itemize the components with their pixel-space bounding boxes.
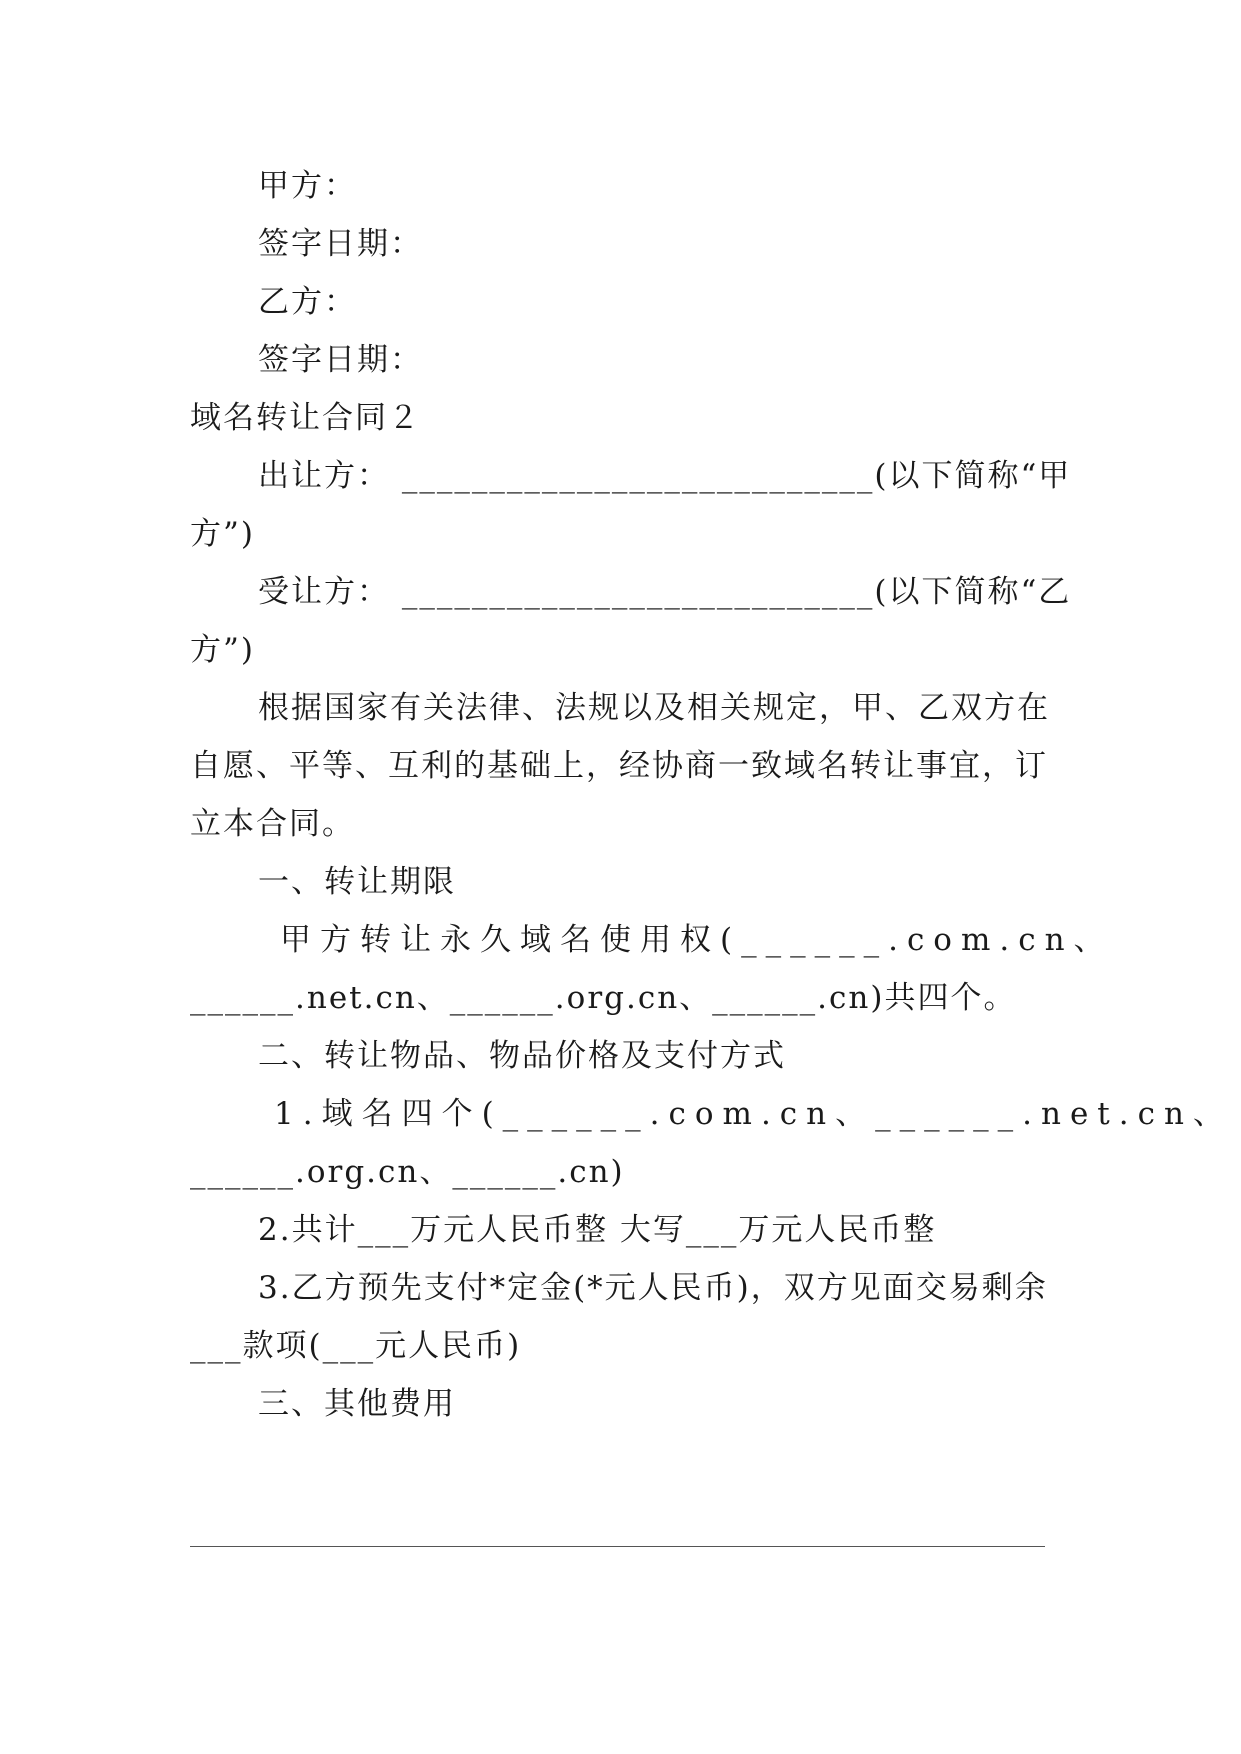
preamble-line-2: 自愿、平等、互利的基础上，经协商一致域名转让事宜，订	[190, 748, 1048, 784]
item-1-line-1: 1.域名四个(______.com.cn、______.net.cn、	[274, 1096, 1233, 1132]
transferee-line-cont: 方”)	[190, 632, 255, 668]
party-b-label: 乙方：	[258, 284, 357, 320]
section-3-heading: 三、其他费用	[258, 1386, 456, 1422]
section-1-body-1: 甲方转让永久域名使用权(______.com.cn、	[280, 922, 1114, 958]
sign-date-b: 签字日期：	[258, 342, 423, 378]
party-a-label: 甲方：	[258, 168, 357, 204]
section-2-heading: 二、转让物品、物品价格及支付方式	[258, 1038, 786, 1074]
item-1-line-2: ______.org.cn、______.cn)	[190, 1154, 625, 1190]
section-1-heading: 一、转让期限	[258, 864, 456, 900]
transferor-line: 出让方： ___________________________(以下简称“甲	[258, 458, 1072, 494]
sign-date-a: 签字日期：	[258, 226, 423, 262]
contract-title: 域名转让合同２	[190, 400, 421, 436]
preamble-line-1: 根据国家有关法律、法规以及相关规定，甲、乙双方在	[258, 690, 1050, 726]
item-3-line-1: 3.乙方预先支付*定金(*元人民币)，双方见面交易剩余	[258, 1270, 1048, 1306]
item-2-total: 2.共计___万元人民币整 大写___万元人民币整	[258, 1212, 937, 1248]
transferee-line: 受让方： ___________________________(以下简称“乙	[258, 574, 1072, 610]
item-3-line-2: ___款项(___元人民币)	[190, 1328, 522, 1364]
preamble-line-3: 立本合同。	[190, 806, 355, 842]
footer-divider	[190, 1546, 1045, 1547]
section-1-body-2: ______.net.cn、______.org.cn、______.cn)共四个。	[190, 980, 1017, 1016]
transferor-line-cont: 方”)	[190, 516, 255, 552]
